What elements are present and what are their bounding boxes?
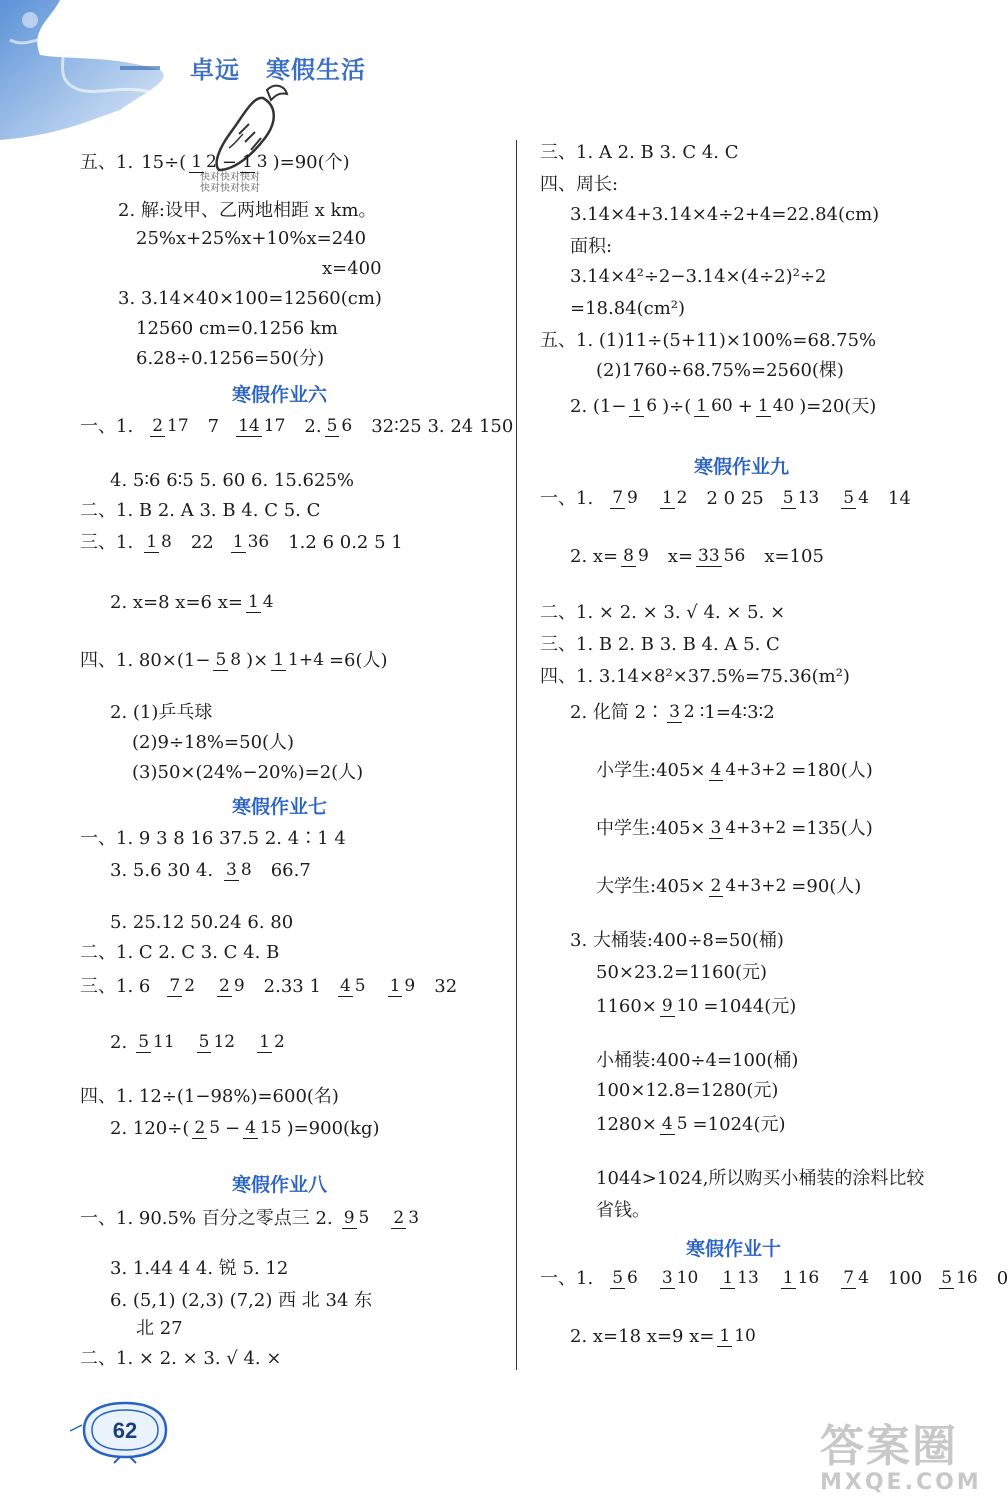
answer-text: 2. x=18 x=9 x= (570, 1326, 715, 1347)
numerator: 1 (191, 152, 203, 172)
fraction (841, 489, 871, 509)
denominator: 4 (262, 592, 274, 612)
fraction (271, 651, 326, 671)
answer-line: 二、1. × 2. × 3. √ 4. × 5. × (540, 602, 786, 623)
denominator: 13 (797, 488, 820, 508)
numerator: 5 (782, 488, 794, 508)
fraction (720, 1269, 760, 1289)
denominator: 13 (737, 1268, 759, 1288)
numerator: 5 (138, 1032, 150, 1052)
numerator: 3 (226, 860, 237, 880)
answer-line: 二、1. C 2. C 3. C 4. B (80, 942, 280, 963)
header-brand: 卓远 (190, 55, 240, 84)
answer-line: 一、1. 9 3 8 16 37.5 2. 4∶1 4 (80, 828, 346, 849)
denominator: 4 (858, 1268, 869, 1288)
numerator: 4 (710, 760, 722, 780)
fraction (240, 153, 270, 173)
numerator: 7 (843, 1268, 855, 1288)
denominator: 2 (676, 488, 688, 508)
answer-text: 大学生:405× (596, 876, 706, 897)
watermark (820, 1410, 982, 1495)
denominator: 2 (184, 976, 196, 996)
answer-text: =180(人) (791, 760, 873, 781)
answer-line: (3)50×(24%−20%)=2(人) (132, 762, 364, 783)
answer-text: )=900(kg) (286, 1118, 380, 1139)
answer-line: 3.14×4+3.14×4÷2+4=22.84(cm) (570, 204, 880, 225)
answer-text: 2. (110, 1032, 128, 1053)
answer-text: 14 (887, 488, 911, 509)
answer-line: 6.28÷0.1256=50(分) (136, 348, 325, 369)
fraction (610, 489, 640, 509)
answer-text: − (221, 152, 237, 173)
denominator: 2 (206, 152, 217, 172)
page-number: 62 (112, 1418, 138, 1443)
answer-line: 25%x+25%x+10%x=240 (136, 228, 367, 249)
fraction (217, 977, 247, 997)
answer-line (80, 1208, 424, 1230)
answer-text: 32∶25 3. 24 150 (371, 416, 514, 437)
answer-text: =135(人) (791, 818, 873, 839)
numerator: 5 (198, 1032, 210, 1052)
answer-line: 1044>1024,所以购买小桶装的涂料比较 (596, 1168, 925, 1189)
numerator: 1 (782, 1268, 794, 1288)
fraction (197, 1033, 237, 1053)
answer-line (110, 860, 311, 882)
numerator: 5 (843, 488, 855, 508)
denominator: 6 (341, 416, 353, 436)
fraction (246, 593, 276, 613)
answer-line (596, 1114, 785, 1136)
answer-line: 5. 25.12 50.24 6. 80 (110, 912, 294, 933)
numerator: 1 (719, 1326, 731, 1346)
denominator: 2 (683, 702, 695, 722)
answer-line: 3.14×4²÷2−3.14×(4÷2)²÷2 (570, 266, 827, 287)
numerator: 3 (669, 702, 680, 722)
answer-line (570, 1326, 761, 1348)
answer-line: 五、1. (1)11÷(5+11)×100%=68.75% (540, 330, 877, 351)
answer-line: 三、1. B 2. B 3. B 4. A 5. C (540, 634, 780, 655)
fraction (150, 417, 190, 437)
answer-text: 2.33 1 (263, 976, 321, 997)
denominator: 8 (161, 532, 172, 552)
numerator: 2 (393, 1208, 405, 1228)
denominator: 4+3+2 (725, 876, 787, 896)
answer-text: 2. (304, 416, 322, 437)
fraction (709, 877, 789, 897)
fraction (939, 1269, 979, 1289)
answer-text: )=90(个) (272, 152, 350, 173)
answer-text: 1.2 6 0.2 5 1 (288, 532, 403, 553)
fraction (781, 489, 821, 509)
answer-text: 0 (996, 1268, 1008, 1289)
numerator: 9 (343, 1208, 355, 1228)
answer-text: 2. 化简 2∶ (570, 702, 665, 723)
section-title: 寒假作业九 (694, 456, 790, 478)
section-title: 寒假作业六 (232, 384, 328, 406)
answer-text: 一、1. 90.5% 百分之零点三 2. (80, 1208, 333, 1229)
answer-line (596, 996, 796, 1018)
numerator: 1 (661, 488, 673, 508)
answer-line: x=400 (322, 258, 382, 279)
numerator: 2 (194, 1118, 206, 1138)
answer-text: 2. 120÷( (110, 1118, 190, 1139)
denominator: 36 (247, 532, 270, 552)
numerator: 3 (661, 1268, 673, 1288)
denominator: 17 (167, 416, 189, 436)
answer-line: 100×12.8=1280(元) (596, 1080, 779, 1101)
denominator: 4+3+2 (725, 818, 787, 838)
fraction (231, 533, 271, 553)
numerator: 5 (215, 650, 227, 670)
denominator: 9 (233, 976, 245, 996)
answer-text: )÷( (662, 396, 692, 417)
denominator: 60 (711, 396, 733, 416)
denominator: 16 (797, 1268, 820, 1288)
fraction (338, 977, 368, 997)
answer-line: 四、周长: (540, 174, 619, 195)
denominator: 4+3+2 (725, 760, 787, 780)
fraction (189, 153, 219, 173)
answer-line: 二、1. B 2. A 3. B 4. C 5. C (80, 500, 321, 521)
stamp-mark: 快对快对快对 快对快对快对 (200, 172, 260, 194)
answer-line (570, 396, 876, 418)
fraction (709, 819, 789, 839)
answer-text: 15÷( (141, 152, 187, 173)
fraction (709, 761, 789, 781)
fraction (696, 547, 747, 567)
fraction (660, 489, 690, 509)
denominator: 5 (209, 1118, 221, 1138)
denominator: 11 (153, 1032, 175, 1052)
denominator: 10 (676, 1268, 699, 1288)
answer-text: 四、1. 80×(1− (80, 650, 211, 671)
answer-line: (2)9÷18%=50(人) (132, 732, 295, 753)
answer-line: 三、1. A 2. B 3. C 4. C (540, 142, 739, 163)
denominator: 17 (263, 416, 286, 436)
numerator: 8 (623, 546, 634, 566)
answer-text: 三、1. (80, 532, 134, 553)
answer-line: 4. 5∶6 6∶5 5. 60 6. 15.625% (110, 470, 355, 491)
denominator: 5 (676, 1114, 688, 1134)
page-number-badge (70, 1395, 180, 1465)
answer-text: 一、1. (80, 416, 134, 437)
fraction (660, 1269, 700, 1289)
answer-line (540, 1268, 1008, 1290)
answer-line: 2. (1)乒乓球 (110, 702, 213, 723)
answer-line: 省钱。 (596, 1200, 650, 1221)
fraction (660, 1115, 690, 1135)
section-title: 寒假作业八 (232, 1174, 328, 1196)
answer-line: 3. 3.14×40×100=12560(cm) (118, 288, 382, 309)
watermark-url: MXQE.COM (820, 1470, 982, 1495)
answer-text: x= (667, 546, 694, 567)
fraction (781, 1269, 821, 1289)
answer-line (80, 152, 350, 174)
answer-line (80, 532, 403, 554)
answer-line: 面积: (570, 236, 613, 257)
numerator: 2 (219, 976, 230, 996)
answer-line (110, 1032, 290, 1054)
answer-line (596, 818, 873, 840)
answer-line (110, 592, 279, 614)
answer-text: =6(人) (328, 650, 388, 671)
answer-line: 3. 大桶装:400÷8=50(桶) (570, 930, 784, 951)
answer-line: 50×23.2=1160(元) (596, 962, 767, 983)
answer-text: 中学生:405× (596, 818, 706, 839)
numerator: 1 (631, 396, 643, 416)
denominator: 10 (676, 996, 699, 1016)
answer-text: 三、1. 6 (80, 976, 151, 997)
fraction (167, 977, 197, 997)
answer-line: 6. (5,1) (2,3) (7,2) 西 北 34 东 (110, 1290, 373, 1311)
answer-text: 3. 5.6 30 4. (110, 860, 214, 881)
answer-text: 2 0 25 (706, 488, 764, 509)
numerator: 5 (941, 1268, 953, 1288)
numerator: 9 (661, 996, 673, 1016)
answer-line: 小桶装:400÷4=100(桶) (596, 1050, 799, 1071)
numerator: 1 (241, 152, 253, 172)
denominator: 10 (734, 1326, 756, 1346)
answer-line (80, 976, 457, 998)
fraction (621, 547, 651, 567)
answer-text: 100 (887, 1268, 923, 1289)
header-landscape-illustration (0, 0, 200, 140)
answer-line (570, 546, 824, 568)
answer-text: 2. x= (570, 546, 619, 567)
denominator: 6 (627, 1268, 638, 1288)
numerator: 2 (152, 416, 164, 436)
denominator: 6 (646, 396, 658, 416)
fraction (144, 533, 174, 553)
answer-line (540, 488, 911, 510)
answer-line: =18.84(cm²) (570, 298, 686, 319)
answer-line (596, 760, 873, 782)
numerator: 7 (169, 976, 181, 996)
denominator: 4 (858, 488, 869, 508)
fraction (257, 1033, 287, 1053)
denominator: 40 (772, 396, 795, 416)
answer-line: 3. 1.44 4 4. 锐 5. 12 (110, 1258, 289, 1279)
watermark-main: 答案圈 (820, 1421, 958, 1472)
answer-line: 四、1. 3.14×8²×37.5%=75.36(m²) (540, 666, 850, 687)
numerator: 4 (339, 976, 351, 996)
answer-text: =1044(元) (703, 996, 797, 1017)
numerator: 33 (698, 546, 720, 566)
denominator: 8 (230, 650, 242, 670)
fraction (342, 1209, 372, 1229)
fraction (667, 703, 697, 723)
denominator: 1+4 (288, 650, 324, 670)
numerator: 1 (722, 1268, 734, 1288)
answer-text: 一、1. (540, 1268, 594, 1289)
answer-line: 二、1. × 2. × 3. √ 4. × (80, 1348, 282, 1369)
answer-text: 五、1. (80, 152, 134, 173)
column-divider (516, 140, 517, 1370)
denominator: 5 (354, 976, 366, 996)
fraction (325, 417, 355, 437)
answer-line: 北 27 (136, 1318, 183, 1339)
answer-text: 32 (434, 976, 458, 997)
answer-text: =90(人) (791, 876, 862, 897)
denominator: 8 (240, 860, 252, 880)
denominator: 2 (273, 1032, 285, 1052)
numerator: 1 (389, 976, 401, 996)
fraction (694, 397, 734, 417)
section-title: 寒假作业十 (686, 1238, 782, 1260)
answer-text: 2. (1− (570, 396, 627, 417)
fraction (391, 1209, 421, 1229)
answer-line (80, 650, 388, 672)
numerator: 4 (245, 1118, 256, 1138)
answer-text: − (225, 1118, 241, 1139)
fraction (192, 1119, 222, 1139)
answer-text: 一、1. (540, 488, 594, 509)
numerator: 4 (661, 1114, 673, 1134)
numerator: 3 (710, 818, 722, 838)
numerator: 1 (247, 592, 259, 612)
numerator: 1 (259, 1032, 270, 1052)
fraction (660, 997, 700, 1017)
header-book-title: 寒假生活 (266, 55, 366, 84)
fraction (243, 1119, 283, 1139)
answer-line (596, 876, 861, 898)
answer-line (80, 416, 513, 438)
denominator: 9 (627, 488, 638, 508)
fraction (841, 1269, 871, 1289)
numerator: 14 (238, 416, 260, 436)
fraction (224, 861, 254, 881)
denominator: 12 (213, 1032, 236, 1052)
fraction (756, 397, 796, 417)
answer-text: 1280× (596, 1114, 657, 1135)
fraction (213, 651, 243, 671)
answer-line: (2)1760÷68.75%=2560(棵) (596, 360, 844, 381)
numerator: 1 (757, 396, 769, 416)
answer-text: 66.7 (270, 860, 311, 881)
numerator: 7 (612, 488, 624, 508)
fraction (717, 1327, 757, 1347)
answer-line: 2. 解:设甲、乙两地相距 x km。 (118, 200, 377, 221)
denominator: 16 (956, 1268, 978, 1288)
answer-text: x=105 (764, 546, 824, 567)
numerator: 1 (146, 532, 158, 552)
fraction (629, 397, 659, 417)
section-title: 寒假作业七 (232, 796, 328, 818)
numerator: 5 (612, 1268, 624, 1288)
answer-text: 2. x=8 x=6 x= (110, 592, 243, 613)
answer-text: =1024(元) (692, 1114, 786, 1135)
fraction (236, 417, 287, 437)
denominator: 3 (256, 152, 268, 172)
denominator: 3 (408, 1208, 420, 1228)
fraction (610, 1269, 640, 1289)
answer-text: 7 (207, 416, 220, 437)
answer-line: 四、1. 12÷(1−98%)=600(名) (80, 1086, 339, 1107)
numerator: 1 (273, 650, 285, 670)
answer-text: 小学生:405× (596, 760, 706, 781)
numerator: 2 (710, 876, 722, 896)
fraction (136, 1033, 176, 1053)
answer-line: 12560 cm=0.1256 km (136, 318, 338, 339)
answer-line (570, 702, 775, 724)
denominator: 56 (723, 546, 746, 566)
answer-line (110, 1118, 380, 1140)
answer-text: + (737, 396, 753, 417)
answer-text: )× (246, 650, 269, 671)
denominator: 9 (637, 546, 649, 566)
answer-text: 1160× (596, 996, 657, 1017)
denominator: 5 (358, 1208, 370, 1228)
denominator: 9 (404, 976, 416, 996)
denominator: 15 (259, 1118, 282, 1138)
numerator: 1 (696, 396, 708, 416)
numerator: 1 (232, 532, 244, 552)
numerator: 5 (326, 416, 338, 436)
fraction (388, 977, 418, 997)
answer-text: )=20(天) (799, 396, 877, 417)
answer-text: 22 (190, 532, 214, 553)
answer-text: ∶1=4∶3∶2 (699, 702, 775, 723)
